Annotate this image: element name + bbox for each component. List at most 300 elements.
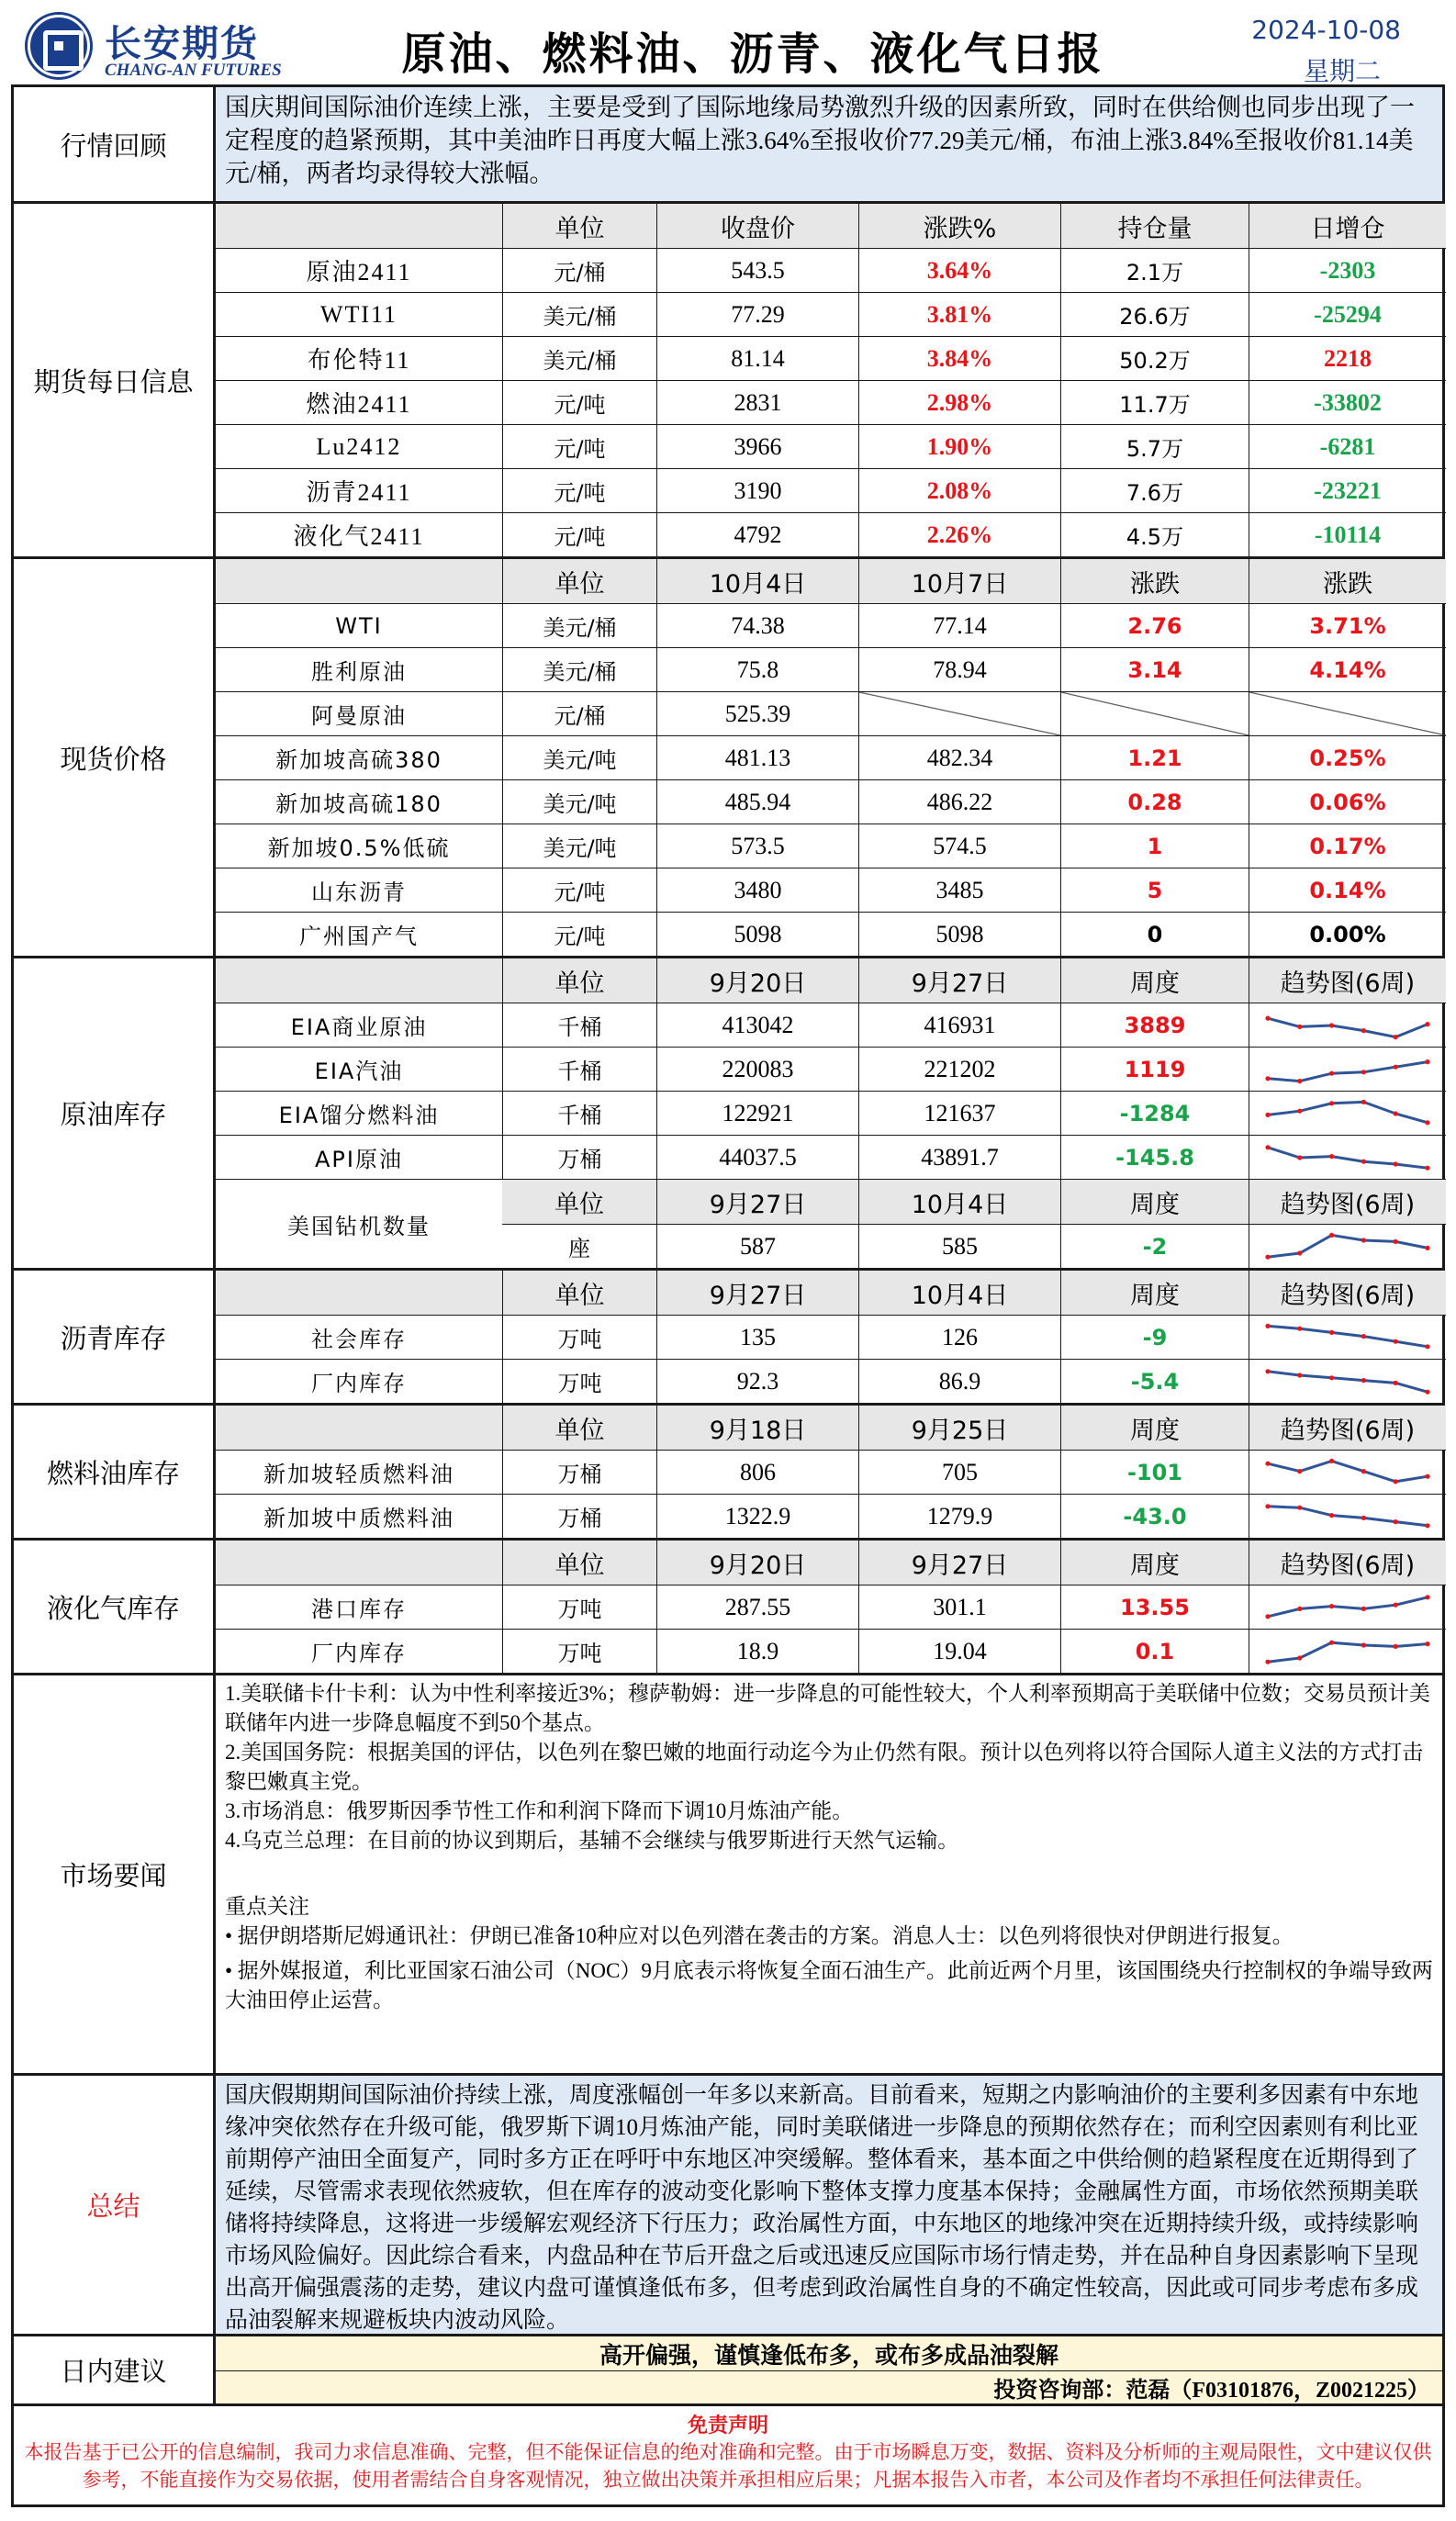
trend-point [1425,1165,1429,1170]
value-week2: 416931 [858,1003,1060,1047]
column-header: 周度 [1060,1180,1249,1224]
trend-point [1265,1076,1270,1081]
trend-line [1268,1102,1428,1122]
product-name: 布伦特11 [307,347,411,374]
trend-point [1394,1111,1398,1115]
rig-data [502,1180,1446,1268]
unit: 万桶 [502,1451,656,1494]
futures-row [216,424,1446,468]
column-header: 周度 [1060,1406,1249,1450]
trend-point [1394,1380,1398,1384]
column-header: 单位 [502,1180,656,1224]
review-text: 国庆期间国际油价连续上涨，主要是受到了国际地缘局势激烈升级的因素所致，同时在供给侧也同步出现了一定程度的趋紧预期，其中美油昨日再度大幅上涨3.64%至报收价77.29美元/桶，布油上涨3.84%至报收价81.14美元/桶，两者均录得较大涨幅。 [216,87,1442,201]
section-label: 日内建议 [14,2336,216,2403]
close-price: 2831 [656,381,858,424]
trend-point [1361,1378,1366,1383]
trend-point [1394,1161,1398,1166]
open-interest: 7.6万 [1060,469,1249,512]
inventory-name: EIA商业原油 [290,1014,428,1040]
trend-point [1297,1606,1302,1610]
change: 1 [1060,824,1249,868]
change: 2.76 [1060,604,1249,647]
section-label: 现货价格 [14,559,216,956]
trend-chart [1249,1316,1446,1359]
disclaimer-title: 免责声明 [687,2414,768,2437]
price-day2: 77.14 [858,604,1060,647]
open-interest: 11.7万 [1060,381,1249,424]
trend-point [1425,1059,1429,1064]
trend-sparkline [1260,1633,1435,1670]
rig-header-row [502,1180,1446,1224]
unit: 美元/桶 [502,293,656,336]
trend-chart [1249,1092,1446,1135]
trend-point [1297,1505,1302,1509]
weekly-change: 3889 [1060,1003,1249,1047]
change-pct: 2.26% [858,513,1060,556]
product-name: WTI [335,612,383,639]
column-header: 单位 [502,1406,656,1450]
price-day2: 3485 [858,868,1060,912]
table-header-row [216,559,1446,603]
change-pct: 0.25% [1249,736,1446,779]
news-item: 1.美联储卡什卡利：认为中性利率接近3%；穆萨勒姆：进一步降息的可能性较大，个人利率预期高于美联储中位数；交易员预计美联储年内进一步降息幅度不到50个基点。 [225,1682,1430,1734]
trend-point [1329,1023,1334,1027]
inventory-name: 港口库存 [311,1597,407,1622]
trend-point [1425,1245,1429,1249]
trend-point [1265,1145,1270,1149]
trend-point [1425,1473,1429,1478]
trend-sparkline [1260,1139,1435,1176]
price-day2: 5098 [858,913,1060,956]
inventory-name: EIA馏分燃料油 [278,1103,440,1128]
futures-row [216,248,1446,292]
column-header [216,958,502,1003]
trend-point [1265,1461,1270,1465]
trend-point [1329,1070,1334,1075]
unit: 元/吨 [502,513,656,556]
change-pct: 4.14% [1249,648,1446,691]
inventory-name: EIA汽油 [314,1059,404,1084]
trend-point [1425,1523,1429,1528]
inventory-name: 厂内库存 [311,1641,407,1666]
trend-point [1394,1238,1398,1243]
column-header [216,559,502,603]
news-spacer [225,1855,1433,1892]
column-header [216,204,502,248]
unit: 万吨 [502,1585,656,1629]
change-pct: 3.81% [858,293,1060,336]
table-header-row [216,1541,1446,1585]
change-empty [1060,692,1249,735]
trend-point [1329,1640,1334,1644]
price-day2: 482.34 [858,736,1060,779]
futures-row [216,512,1446,556]
price-day2: 574.5 [858,824,1060,868]
trend-sparkline [1260,1051,1435,1088]
unit: 美元/吨 [502,824,656,868]
spot-row [216,603,1446,647]
trend-line [1268,1235,1428,1257]
trend-point [1394,1479,1398,1484]
value-week1: 220083 [656,1048,858,1091]
trend-point [1361,1028,1366,1033]
change-pct: 2.98% [858,381,1060,424]
trend-point [1297,1373,1302,1377]
unit: 美元/吨 [502,736,656,779]
unit: 万吨 [502,1360,656,1403]
product-name: Lu2412 [316,432,402,460]
trend-point [1297,1250,1302,1255]
trend-point [1361,1159,1366,1163]
column-header: 10月4日 [656,559,858,603]
focus-item: • 据外媒报道，利比亚国家石油公司（NOC）9月底表示将恢复全面石油生产。此前近两个月里，该国围绕央行控制权的争端导致两大油田停止运营。 [225,1959,1433,2011]
trend-sparkline [1260,1095,1435,1132]
open-interest: 26.6万 [1060,293,1249,336]
column-header: 趋势图(6周) [1249,958,1446,1003]
news-item: 3.市场消息：俄罗斯因季节性工作和利润下降而下调10月炼油产能。 [225,1799,854,1822]
section-label: 原油库存 [14,958,216,1268]
trend-point [1265,1659,1270,1664]
value-week1: 287.55 [656,1585,858,1629]
trend-line [1268,1642,1428,1662]
change-pct: 1.90% [858,425,1060,468]
column-header: 趋势图(6周) [1249,1271,1446,1315]
analyst-info: 投资咨询部：范磊（F03101876，Z0021225） [216,2371,1442,2403]
section-futures [14,201,1442,556]
column-header: 9月20日 [656,958,858,1003]
futures-row [216,336,1446,380]
product-name: 燃油2411 [306,391,412,418]
trend-point [1329,1513,1334,1518]
value-week2: 121637 [858,1092,1060,1135]
product-name: 原油2411 [306,259,412,286]
close-price: 3966 [656,425,858,468]
column-header: 9月20日 [656,1541,858,1585]
trend-line [1268,1018,1428,1036]
news-item: 2.美国国务院：根据美国的评估，以色列在黎巴嫩的地面行动迄今为止仍然有限。预计以色列将以符合国际人道主义法的方式打击黎巴嫩真主党。 [225,1741,1424,1793]
unit: 元/桶 [502,692,656,735]
column-header: 趋势图(6周) [1249,1541,1446,1585]
news-body [216,1675,1442,2073]
column-header: 单位 [502,958,656,1003]
spot-row [216,691,1446,735]
trend-sparkline [1260,1454,1435,1491]
inventory-row [216,1450,1446,1494]
table-header-row [216,958,1446,1003]
trend-point [1265,1015,1270,1020]
trend-point [1425,1389,1429,1394]
inventory-name: 社会库存 [311,1327,407,1352]
product-name: WTI11 [319,300,398,328]
column-header: 10月7日 [858,559,1060,603]
futures-row [216,292,1446,336]
trend-chart [1249,1003,1446,1047]
trend-point [1297,1155,1302,1160]
value-week1: 413042 [656,1003,858,1047]
column-header [216,1406,502,1450]
close-price: 543.5 [656,249,858,292]
section-label: 市场要闻 [14,1675,216,2073]
value-week1: 92.3 [656,1360,858,1403]
trend-sparkline [1260,1319,1435,1356]
price-day2: 78.94 [858,648,1060,691]
price-day1: 481.13 [656,736,858,779]
inventory-row [216,1091,1446,1135]
unit: 元/吨 [502,913,656,956]
weekly-change: -145.8 [1060,1136,1249,1179]
report-header [18,9,1438,86]
weekly-change: -2 [1060,1225,1249,1268]
trend-point [1329,1101,1334,1105]
column-header: 10月4日 [858,1180,1060,1224]
news-item: 4.乌克兰总理：在目前的协议到期后，基辅不会继续与俄罗斯进行天然气运输。 [225,1829,959,1852]
change-pct: 0.14% [1249,868,1446,912]
trend-point [1361,1515,1366,1519]
report-weekday: 星期二 [1303,56,1381,86]
daily-oi-change: -6281 [1249,425,1446,468]
section-label: 总结 [14,2076,216,2334]
trend-line [1268,1061,1428,1081]
inventory-name: 新加坡中质燃料油 [263,1506,454,1531]
column-header: 9月18日 [656,1406,858,1450]
spot-row [216,735,1446,779]
product-name: 新加坡高硫180 [275,791,442,817]
column-header: 涨跌% [858,204,1060,248]
change: 3.14 [1060,648,1249,691]
inventory-row [216,1585,1446,1629]
value-week2: 705 [858,1451,1060,1494]
column-header: 趋势图(6周) [1249,1180,1446,1224]
column-header: 9月27日 [656,1271,858,1315]
change: 1.21 [1060,736,1249,779]
inventory-row [216,1629,1446,1673]
trend-point [1394,1035,1398,1039]
trend-point [1394,1339,1398,1343]
price-day1: 3480 [656,868,858,912]
weekly-change: -43.0 [1060,1495,1249,1538]
section-spot [14,556,1442,956]
unit: 元/吨 [502,425,656,468]
trend-point [1265,1614,1270,1619]
advice-text: 高开偏强，谨慎逢低布多，或布多成品油裂解 [216,2336,1442,2371]
product-name: 山东沥青 [311,880,407,905]
trend-chart [1249,1630,1446,1673]
spot-row [216,912,1446,956]
daily-oi-change: -33802 [1249,381,1446,424]
change: 5 [1060,868,1249,912]
trend-point [1361,1099,1366,1104]
inventory-row [216,1315,1446,1359]
product-name: 胜利原油 [311,659,407,685]
column-header: 9月25日 [858,1406,1060,1450]
report-title: 原油、燃料油、沥青、液化气日报 [401,28,1104,80]
report-table [11,84,1445,2507]
trend-chart [1249,1585,1446,1629]
report-date: 2024-10-08 [1251,15,1401,45]
value-week2: 19.04 [858,1630,1060,1673]
trend-point [1361,1238,1366,1242]
value-week2: 126 [858,1316,1060,1359]
value-week1: 587 [656,1225,858,1268]
spot-row [216,824,1446,868]
trend-point [1265,1504,1270,1508]
column-header: 9月27日 [858,1541,1060,1585]
unit: 元/吨 [502,381,656,424]
change-pct: 3.71% [1249,604,1446,647]
change-pct: 0.06% [1249,780,1446,824]
value-week1: 1322.9 [656,1495,858,1538]
change-pct: 3.64% [858,249,1060,292]
trend-chart [1249,1048,1446,1091]
daily-oi-change: -25294 [1249,293,1446,336]
open-interest: 5.7万 [1060,425,1249,468]
unit: 座 [568,1236,590,1261]
trend-point [1265,1254,1270,1259]
trend-point [1329,1604,1334,1608]
value-week1: 806 [656,1451,858,1494]
trend-point [1361,1070,1366,1074]
close-price: 77.29 [656,293,858,336]
section-crude-inventory [14,956,1442,1268]
spot-row [216,779,1446,824]
trend-line [1268,1461,1428,1481]
table-header-row [216,204,1446,248]
value-week2: 86.9 [858,1360,1060,1403]
section-label: 燃料油库存 [14,1406,216,1538]
inventory-name: 厂内库存 [311,1371,407,1396]
price-day1: 74.38 [656,604,858,647]
column-header: 涨跌 [1060,559,1249,603]
unit: 美元/桶 [502,337,656,380]
column-header: 9月27日 [656,1180,858,1224]
focus-title: 重点关注 [225,1895,309,1918]
trend-chart [1249,1136,1446,1179]
summary-text: 国庆假期期间国际油价持续上涨，周度涨幅创一年多以来新高。目前看来，短期之内影响油价的主要利多因素有中东地缘冲突依然存在升级可能，俄罗斯下调10月炼油产能，同时美联储进一步降息的预期依然存在；而利空因素则有利比亚前期停产油田全面复产，同时多方正在呼吁中东地区冲突缓解。整体看来，基本面之中供给侧的趋紧程度在近期得到了延续，尽管需求表现依然疲软，但在库存的波动变化影响下整体支撑力度基本保持；金融属性方面，市场依然预期美联储将持续降息，这将进一步缓解宏观经济下行压力；政治属性方面，中东地区的地缘冲突在近期持续升级，或持续影响市场风险偏好。因此综合看来，内盘品种在节后开盘之后或迅速反应国际市场行情走势，并在品种自身因素影响下呈现出高开偏强震荡的走势，建议内盘可谨慎逢低布多，但考虑到政治属性自身的不确定性较高，因此或可同步考虑布多成品油裂解来规避板块内波动风险。 [216,2076,1442,2334]
rig-block [216,1179,1446,1268]
unit: 万吨 [502,1316,656,1359]
open-interest: 2.1万 [1060,249,1249,292]
weekly-change: 13.55 [1060,1585,1249,1629]
close-price: 3190 [656,469,858,512]
section-advice [14,2334,1442,2403]
column-header: 趋势图(6周) [1249,1406,1446,1450]
unit: 千桶 [502,1092,656,1135]
daily-oi-change: 2218 [1249,337,1446,380]
open-interest: 4.5万 [1060,513,1249,556]
unit: 美元/桶 [502,648,656,691]
value-week2: 301.1 [858,1585,1060,1629]
trend-point [1361,1606,1366,1610]
trend-point [1425,1595,1429,1599]
trend-line [1268,1597,1428,1616]
company-logo-icon [28,15,90,77]
unit: 元/桶 [502,249,656,292]
trend-point [1329,1375,1334,1380]
spot-row [216,647,1446,691]
section-review [14,87,1442,201]
disclaimer-text: 本报告基于已公开的信息编制，我司力求信息准确、完整，但不能保证信息的绝对准确和完整。由于市场瞬息万变，数据、资料及分析师的主观局限性，文中建议仅供参考，不能直接作为交易依据，使用者需结合自身客观情况，独立做出决策并承担相应后果；凡据本报告入市者，本公司及作者均不承担任何法律责任。 [24,2441,1432,2491]
trend-line [1268,1506,1428,1525]
column-header: 10月4日 [858,1271,1060,1315]
unit: 万桶 [502,1136,656,1179]
trend-point [1361,1334,1366,1339]
unit: 万桶 [502,1495,656,1538]
trend-sparkline [1260,1498,1435,1535]
product-name: 阿曼原油 [311,703,407,729]
trend-point [1265,1323,1270,1328]
rig-data-row [502,1224,1446,1268]
section-fuel-inventory [14,1403,1442,1538]
value-week1: 44037.5 [656,1136,858,1179]
trend-point [1329,1458,1334,1462]
change: 0 [1060,913,1249,956]
change-pct: 0.00% [1249,913,1446,956]
unit: 元/吨 [502,469,656,512]
weekly-change: 1119 [1060,1048,1249,1091]
value-week1: 135 [656,1316,858,1359]
value-week2: 1279.9 [858,1495,1060,1538]
futures-row [216,468,1446,512]
trend-point [1297,1655,1302,1660]
column-header: 周度 [1060,1271,1249,1315]
unit: 千桶 [502,1003,656,1047]
change-pct: 0.17% [1249,824,1446,868]
section-label: 液化气库存 [14,1541,216,1673]
inventory-row [216,1135,1446,1179]
trend-sparkline [1260,1228,1435,1265]
futures-row [216,380,1446,424]
change-pct-empty [1249,692,1446,735]
open-interest: 50.2万 [1060,337,1249,380]
inventory-row [216,1047,1446,1091]
product-name: 新加坡0.5%低硫 [267,835,451,861]
column-header: 9月27日 [858,958,1060,1003]
product-name: 液化气2411 [293,523,425,550]
trend-line [1268,1326,1428,1346]
value-week1: 18.9 [656,1630,858,1673]
weekly-change: -5.4 [1060,1360,1249,1403]
price-day2: 486.22 [858,780,1060,824]
trend-point [1394,1602,1398,1607]
inventory-row [216,1003,1446,1047]
close-price: 81.14 [656,337,858,380]
trend-point [1297,1079,1302,1083]
trend-sparkline [1260,1007,1435,1044]
section-label: 行情回顾 [14,87,216,201]
price-day1: 525.39 [656,692,858,735]
section-disclaimer [14,2403,1442,2504]
weekly-change: -101 [1060,1451,1249,1494]
trend-chart [1249,1360,1446,1403]
logo-chinese: 长安期货 [105,23,259,65]
trend-point [1425,1022,1429,1026]
price-day1: 573.5 [656,824,858,868]
table-header-row [216,1406,1446,1450]
unit: 元/吨 [502,868,656,912]
column-header [216,1271,502,1315]
price-day1: 485.94 [656,780,858,824]
trend-point [1265,1369,1270,1373]
logo-english: CHANG-AN FUTURES [105,61,282,80]
trend-point [1425,1120,1429,1125]
section-lpg-inventory [14,1538,1442,1673]
trend-point [1297,1326,1302,1330]
section-label: 沥青库存 [14,1271,216,1403]
change-pct: 3.84% [858,337,1060,380]
trend-line [1268,1371,1428,1391]
trend-point [1297,1469,1302,1473]
inventory-name: 新加坡轻质燃料油 [263,1462,454,1487]
